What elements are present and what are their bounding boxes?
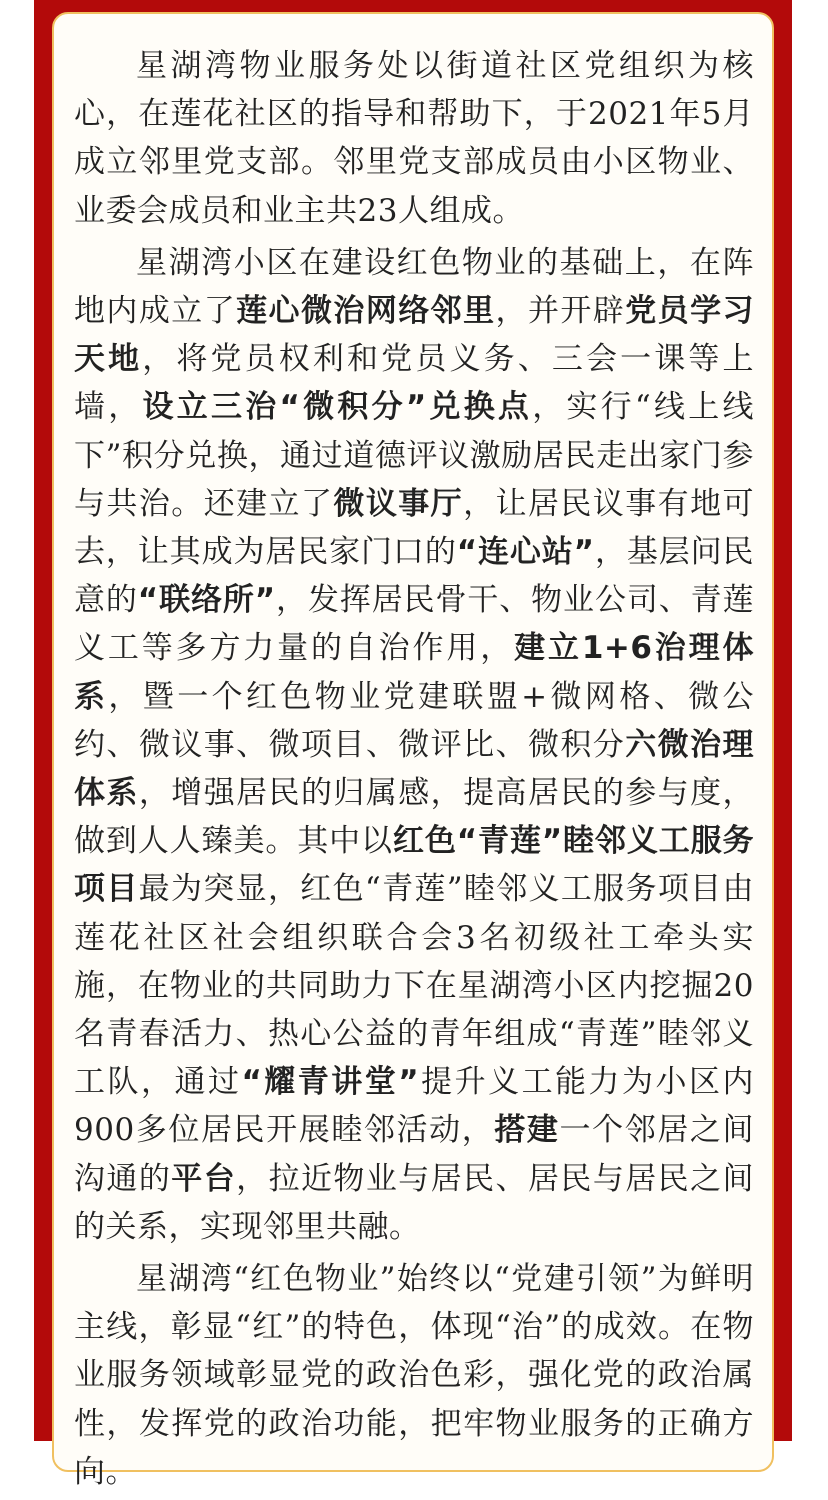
- highlight-text: 六微治理体系: [74, 726, 755, 812]
- body-text: ，暨一个红色物业党建联盟+微网格、微公约、微议事、微项目、微评比、微积分: [74, 678, 754, 763]
- highlight-text: 红色“青莲”睦邻义工服务项目: [74, 823, 755, 908]
- highlight-text: “联络所”: [137, 582, 276, 619]
- article-paragraph: [74, 42, 754, 235]
- highlight-text: 设立三治“微积分”兑换点: [142, 389, 533, 426]
- body-text: ，将党员权利和党员义务、三会一课等上墙，: [74, 341, 755, 426]
- body-text: ，并开辟: [495, 293, 626, 330]
- article-paragraph: [74, 239, 754, 1251]
- article-paragraph: [74, 1255, 754, 1496]
- highlight-text: 莲心微治网络邻里: [236, 293, 496, 330]
- body-text: ，基层问民意的: [74, 534, 755, 619]
- highlight-text: 建立1+6治理体系: [74, 630, 754, 715]
- body-text: 一个邻居之间沟通的: [74, 1112, 755, 1197]
- body-text: 最为突显，红色“青莲”睦邻义工服务项目由莲花社区社会组织联合会3名初级社工牵头实施，在物业的共同助力下在星湖湾小区内挖掘20名青春活力、热心公益的青年组成“青莲”睦邻义工队，通过: [74, 871, 755, 1101]
- highlight-text: 微议事厅: [333, 485, 464, 522]
- body-text: 星湖湾“红色物业”始终以“党建引领”为鲜明主线，彰显“红”的特色，体现“治”的成效。在物业服务领域彰显党的政治色彩，强化党的政治属性，发挥党的政治功能，把牢物业服务的正确方向。: [74, 1261, 754, 1490]
- highlight-text: 搭建: [494, 1112, 560, 1149]
- highlight-text: “耀青讲堂”: [241, 1064, 420, 1101]
- body-text: ，实行“线上线下”积分兑换，通过道德评议激励居民走出家门参与共治。还建立了: [74, 389, 755, 522]
- body-text: 星湖湾物业服务处以街道社区党组织为核心，在莲花社区的指导和帮助下，于2021年5月成立邻里党支部。邻里党支部成员由小区物业、业委会成员和业主共23人组成。: [74, 48, 754, 229]
- highlight-text: “连心站”: [456, 534, 595, 571]
- body-text: 星湖湾小区在建设红色物业的基础上，在阵地内成立了: [74, 244, 754, 330]
- highlight-text: 平台: [171, 1160, 237, 1197]
- body-text: ，增强居民的归属感，提高居民的参与度，做到人人臻美。其中以: [74, 775, 755, 860]
- body-text: ，拉近物业与居民、居民与居民之间的关系，实现邻里共融。: [74, 1160, 755, 1245]
- body-text: ，发挥居民骨干、物业公司、青莲义工等多方力量的自治作用，: [74, 582, 755, 667]
- body-text: ，让居民议事有地可去，让其成为居民家门口的: [74, 485, 755, 571]
- body-text: 提升义工能力为小区内900多位居民开展睦邻活动，: [74, 1064, 754, 1149]
- article-body: [74, 42, 754, 1500]
- highlight-text: 党员学习天地: [74, 293, 755, 378]
